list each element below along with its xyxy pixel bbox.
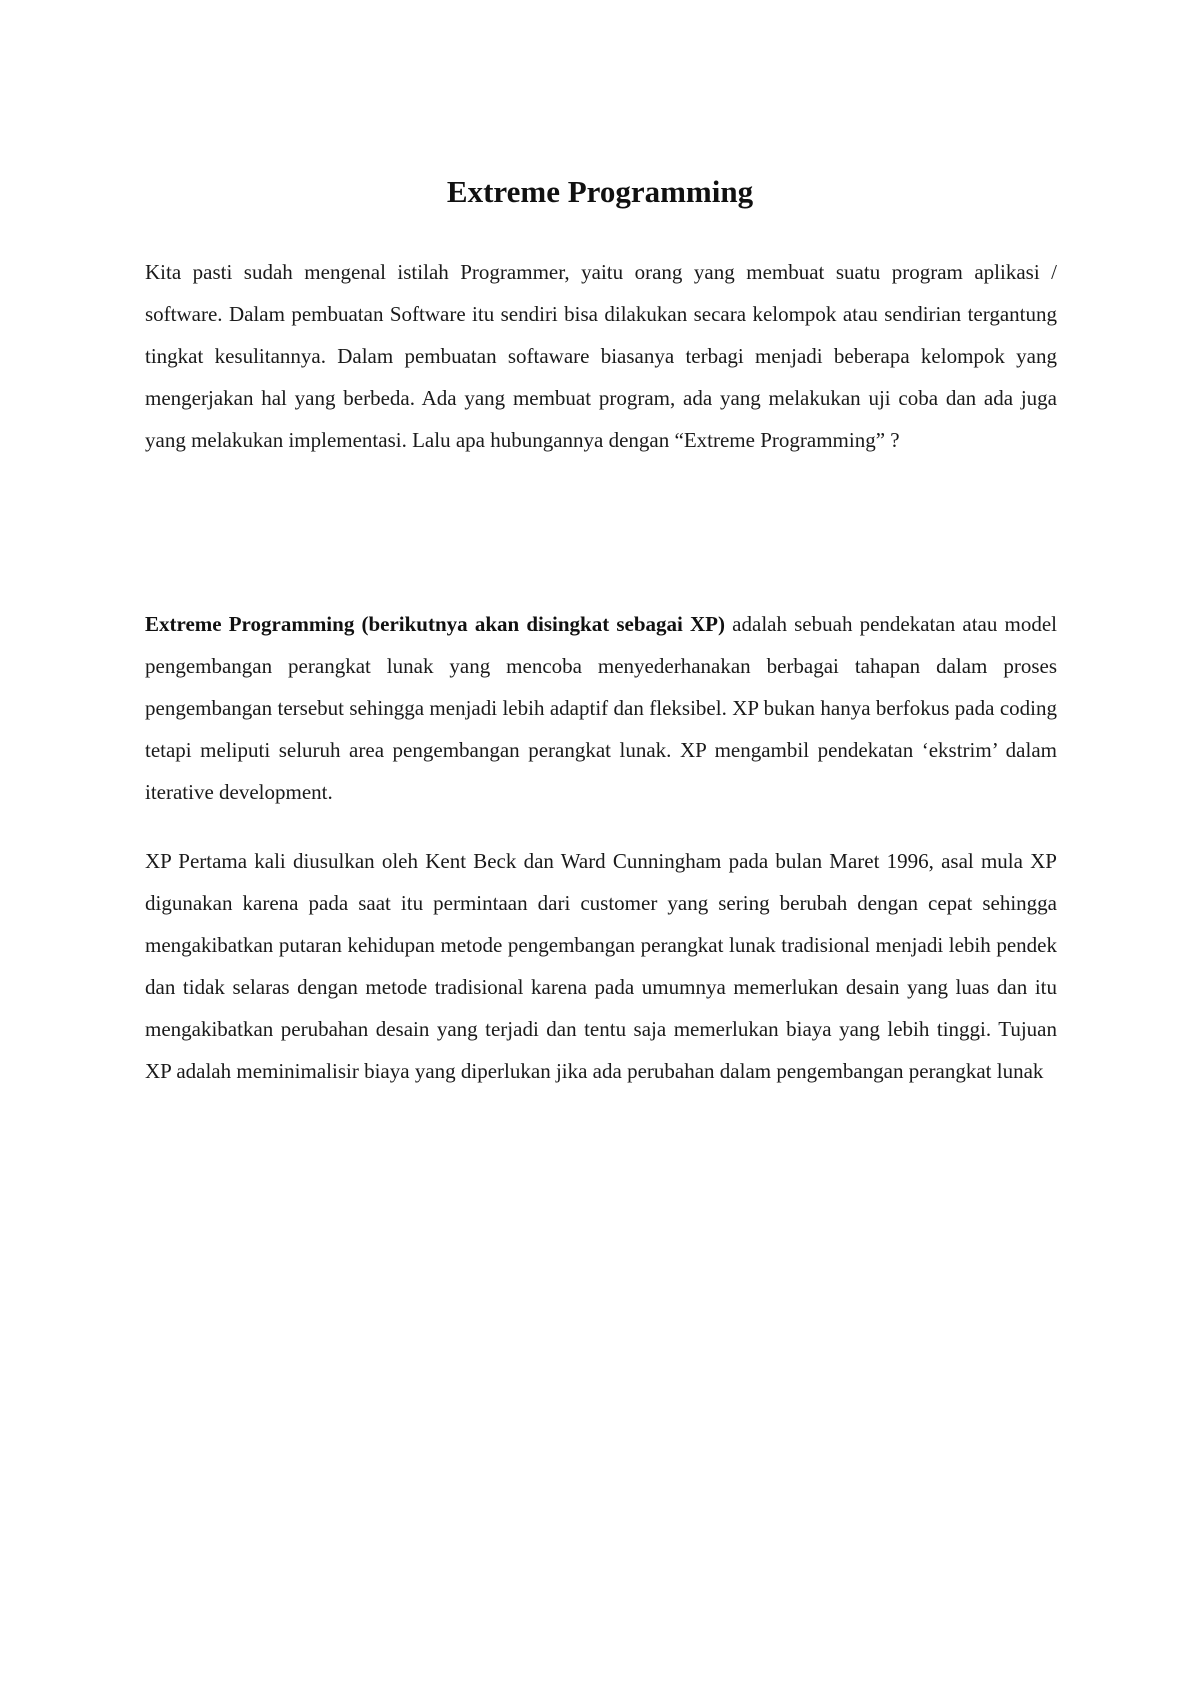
history-paragraph: XP Pertama kali diusulkan oleh Kent Beck dan Ward Cunningham pada bulan Maret 1996, asal mula XP digunakan karena pada saat itu permintaan dari customer yang sering berubah dengan cepat sehingga mengakibatkan putaran kehidupan metode pengembangan perangkat lunak tradisional menjadi lebih pendek dan tidak selaras dengan metode tradisional karena pada umumnya memerlukan desain yang luas dan itu mengakibatkan perubahan desain yang terjadi dan tentu saja memerlukan biaya yang lebih tinggi. Tujuan XP adalah meminimalisir biaya yang diperlukan jika ada perubahan dalam pengembangan perangkat lunak [145, 849, 1057, 1083]
intro-paragraph: Kita pasti sudah mengenal istilah Programmer, yaitu orang yang membuat suatu program aplikasi / software. Dalam pembuatan Software itu sendiri bisa dilakukan secara kelompok atau sendirian tergantung tingkat kesulitannya. Dalam pembuatan softaware biasanya terbagi menjadi beberapa kelompok yang mengerjakan hal yang berbeda. Ada yang membuat program, ada yang melakukan uji coba dan ada juga yang melakukan implementasi. Lalu apa hubungannya dengan “Extreme Programming” ? [145, 260, 1057, 452]
definition-bold-lead: Extreme Programming (berikutnya akan disingkat sebagai XP) [145, 612, 726, 636]
definition-body-text: adalah sebuah pendekatan atau model pengembangan perangkat lunak yang mencoba menyederhanakan berbagai tahapan dalam proses pengembangan tersebut sehingga menjadi lebih adaptif dan fleksibel. XP bukan hanya berfokus pada coding tetapi meliputi seluruh area pengembangan perangkat lunak. XP mengambil pendekatan ‘ekstrim’ dalam iterative development. [145, 612, 1057, 804]
definition-paragraph [145, 603, 1057, 813]
document-title: Extreme Programming [446, 174, 754, 209]
